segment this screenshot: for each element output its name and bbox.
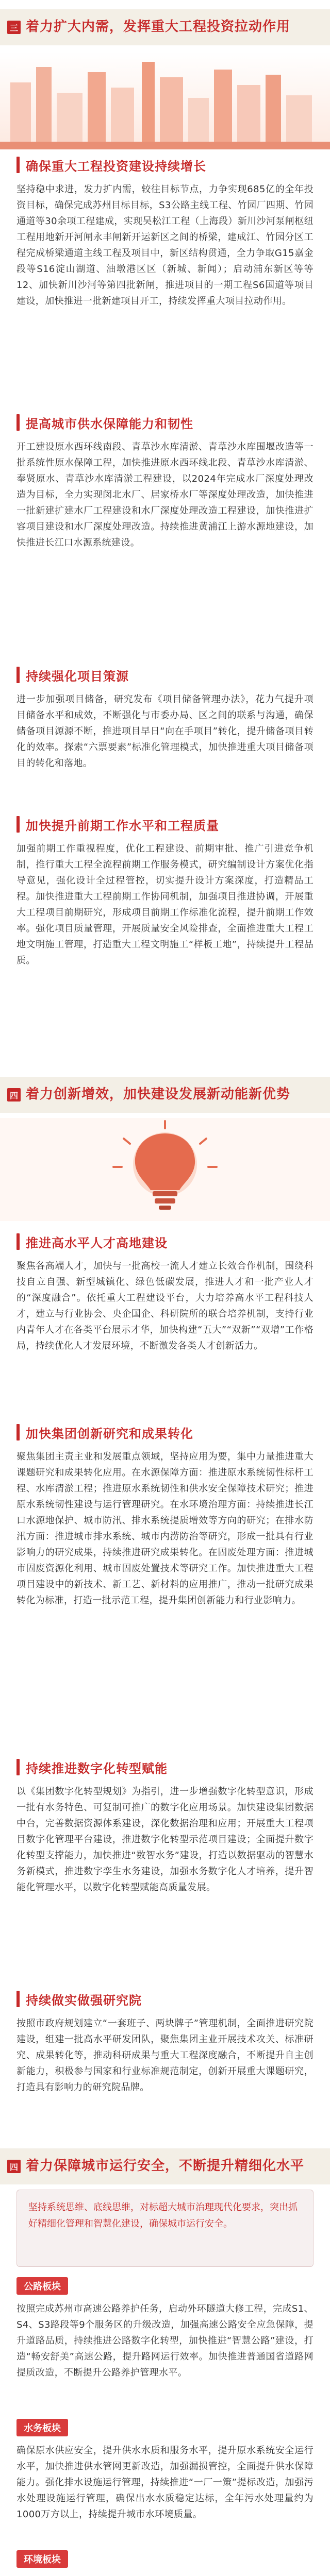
paragraph-institute: 按照市政府规划建立“一套班子、两块牌子”管理机制，全面推进研究院建设，组建一批高水平研发团队，聚焦集团主业开展技术攻关、标准研究、成果转化等，推动科研成果与重大工程深度融合，不断提升自主创新能力，积极参与国家和行业标准规范制定，创新开展重大课题研究，打造具有影响力的研究院品牌。 (16, 2018, 314, 2093)
paragraph-research: 聚焦集团主责主业和发展重点领域，坚持应用为要，集中力量推进重大课题研究和成果转化应用。在水源保障方面：推进原水系统韧性标杆工程、水库清淤工程；推进原水系统韧性和供水安全保障技术研究；推进原水系统韧性建设与运行管理研究。在水环境治理方面：持续推进长江口水源地保护、城市防汛、排水系统提质增效等方向的研究；在排水防汛方面：推进城市排水系统、城市内涝防治等研究，形成一批具有行业影响力的研究成果，持续推进研究成果转化。在固废处理方面：推进城市固废资源化利用、城市固废处置技术等研究工作。加快推进重大工程项目建设中的新技术、新工艺、新材料的应用推广，推动一批研究成果转化为标准，打造一批示范工程，提升集团创新能力和行业影响力。 (16, 1451, 314, 1606)
subtitle-bar (16, 667, 20, 683)
tag-water: 水务板块 (16, 2419, 68, 2436)
paragraph-digital: 以《集团数字化转型规划》为指引，进一步增强数字化转型意识，形成一批有水务特色、可复制可推广的数字化应用场景。加快建设集团数据中台，完善数据资源体系建设，深化数据治理和应用；开展重大工程项目数字化管理平台建设，推进数字化转型示范项目建设；全面提升数字化转型支撑能力，加快推进“数智水务”建设，打造以数据驱动的智慧水务新模式，推进数字孪生水务建设，加强水务数字化人才培养，提升智能化管理水平，以数字化转型赋能高质量发展。 (16, 1786, 314, 1893)
paragraph-water: 确保原水供应安全，提升供水水质和服务水平，提升原水系统安全运行水平，加快推进供水管网更新改造，加强漏损管控，全面提升供水保障能力。强化排水设施运行管理，持续推进“一厂一策”提标改造，加强污水处理设施运行管理，确保出水水质稳定达标，全年污水处理量约为1000万方以上，持续提升城市水环境质量。 (16, 2445, 314, 2520)
paragraph-environment (16, 2574, 314, 2576)
paragraph-water-supply: 开工建设原水西环线南段、青草沙水库清淤、青草沙水库围堰改造等一批系统性原水保障工程，加快推进原水西环线北段、青草沙水库清淤、奉贤原水、青草沙水库清淤工程建设，以2024年完成水厂深度处理改造为目标，全力实现闵北水厂、居家桥水厂等深度处理改造，加快推进一批新建扩建水厂工程建设和水厂深度处理改造工程建设，加快推进扩容项目建设和水厂深度处理改造。持续推进黄浦江上游水源地建设，加快推进长江口水源系统建设。 (16, 442, 314, 548)
subtitle-digital (16, 1757, 314, 1777)
subtitle-bar (16, 1233, 20, 1250)
subtitle-text: 提高城市供水保障能力和韧性 (26, 416, 193, 431)
paragraph-highway: 按照完成苏州市高速公路养护任务，启动外环隧道大修工程，完成S1、S4、S3路段等9个服务区的升级改造，加强高速公路安全应急保障，提升道路品质，持续推进公路数字化转型，加快推进“智慧公路”建设，打造“畅安舒美”高速公路，提升路网运行效率。加快推进普通国省道路网提质改造，不断提升公路养护管理水平。 (16, 2303, 314, 2378)
subtitle-bar (16, 157, 20, 173)
subtitle-water-supply (16, 412, 314, 433)
subtitle-preliminary-work (16, 814, 314, 835)
subtitle-bar (16, 414, 20, 431)
paragraph-talent: 聚焦各高端人才，加快与一批高校一流人才建立长效合作机制，围绕科技自立自强、新型城镇化、绿色低碳发展，推进人才和一批产业人才的“深度融合”。依托重大工程建设平台，大力培养高水平工程科技人才，建立与行业协会、央企国企、科研院所的联合培养机制，支持行业内青年人才在各类平台展示才华，加快构建“五大”“双新”“双增”工作格局，持续优化人才发展环境，不断激发各类人才创新活力。 (16, 1261, 314, 1351)
subtitle-investment-growth (16, 155, 314, 175)
subtitle-text: 持续做实做强研究院 (26, 1993, 142, 2008)
subtitle-text: 加快提升前期工作水平和工程质量 (26, 818, 219, 833)
section-number: 四 (7, 2160, 21, 2173)
subtitle-bar (16, 816, 20, 833)
skyline-illustration (0, 52, 330, 149)
intro-card (16, 2190, 314, 2267)
lightbulb-illustration (0, 1118, 330, 1221)
tag-environment: 环境板块 (16, 2550, 68, 2568)
subtitle-text: 持续强化项目策源 (26, 669, 129, 684)
subtitle-text: 持续推进数字化转型赋能 (26, 1761, 168, 1776)
section-title: 着力扩大内需，发挥重大工程投资拉动作用 (26, 19, 291, 35)
section-number: 四 (7, 1088, 21, 1101)
section-number: 三 (7, 21, 21, 34)
paragraph-investment: 坚持稳中求进，发力扩内需，较往目标节点，力争实现685亿的全年投资目标，确保完成苏州目标目标，S3公路主线工程、竹园厂四期、竹园通道等30余项工程建成，实现吴松江工程（上海段）新川沙河泵闸枢纽工程用地新开河闸永丰闸新开运新区之间的桥梁，建成江、竹园分区工程完成桥梁通道主线工程及项目中，新区结构贯通，全力争取G15嘉金段等S16淀山湖道、油墩港区区（新城、新闻）；启动浦东新区等等12、加快新川沙河等第四批新闸，推进项目的一期工程S6国道等项目建设，加快推进一批新建项目开工，持续发挥重大项目拉动作用。 (16, 184, 314, 307)
section-header-3 (0, 2148, 330, 2184)
subtitle-research (16, 1422, 314, 1443)
section-header-1 (0, 9, 330, 45)
subtitle-text: 确保重大工程投资建设持续增长 (26, 159, 206, 174)
paragraph-project-source: 进一步加强项目储备，研究发布《项目储备管理办法》，花力气提升项目储备水平和成效，不断强化与市委办局、区之间的联系与沟通，确保储备项目源源不断，推进项目早日“向在手项目”转化，提升储备项目转化的效率。探索“六票要素”标准化管理模式，加快推进重大项目储备项目的转化和落地。 (16, 694, 314, 769)
paragraph-preliminary-work: 加强前期工作重视程度，优化工程建设、前期审批、推广引进竞争机制，推行重大工程全流程前期工作服务模式，研究编制设计方案优化指导意见，强化设计全过程管控，切实提升设计方案深度，打造精品工程。加快推进重大工程前期工作协同机制，加强项目推进协调，开展重大工程项目前期研究，形成项目前期工作标准化流程，提升前期工作效率。强化项目质量管理，开展质量安全风险排查，全面推进重大工程工地文明施工管理，打造重大工程文明施工“样板工地”，持续提升工程品质。 (16, 843, 314, 966)
innovation-image (0, 1118, 330, 1221)
subtitle-talent (16, 1231, 314, 1252)
subtitle-bar (16, 1424, 20, 1440)
subtitle-bar (16, 1759, 20, 1775)
section-title: 着力保障城市运行安全，不断提升精细化水平 (26, 2158, 305, 2174)
section-title: 着力创新增效，加快建设发展新动能新优势 (26, 1087, 291, 1103)
subtitle-text: 推进高水平人才高地建设 (26, 1235, 168, 1250)
subtitle-bar (16, 1991, 20, 2007)
subtitle-project-source (16, 665, 314, 685)
subtitle-text: 加快集团创新研究和成果转化 (26, 1426, 193, 1441)
tag-highway: 公路板块 (16, 2277, 68, 2295)
section-header-2 (0, 1077, 330, 1113)
intro-text: 坚持系统思维、底线思维，对标超大城市治理现代化要求，突出抓好精细化管理和智慧化建设，确保城市运行安全。 (28, 2202, 298, 2229)
city-skyline-image (0, 52, 330, 149)
subtitle-institute (16, 1989, 314, 2009)
